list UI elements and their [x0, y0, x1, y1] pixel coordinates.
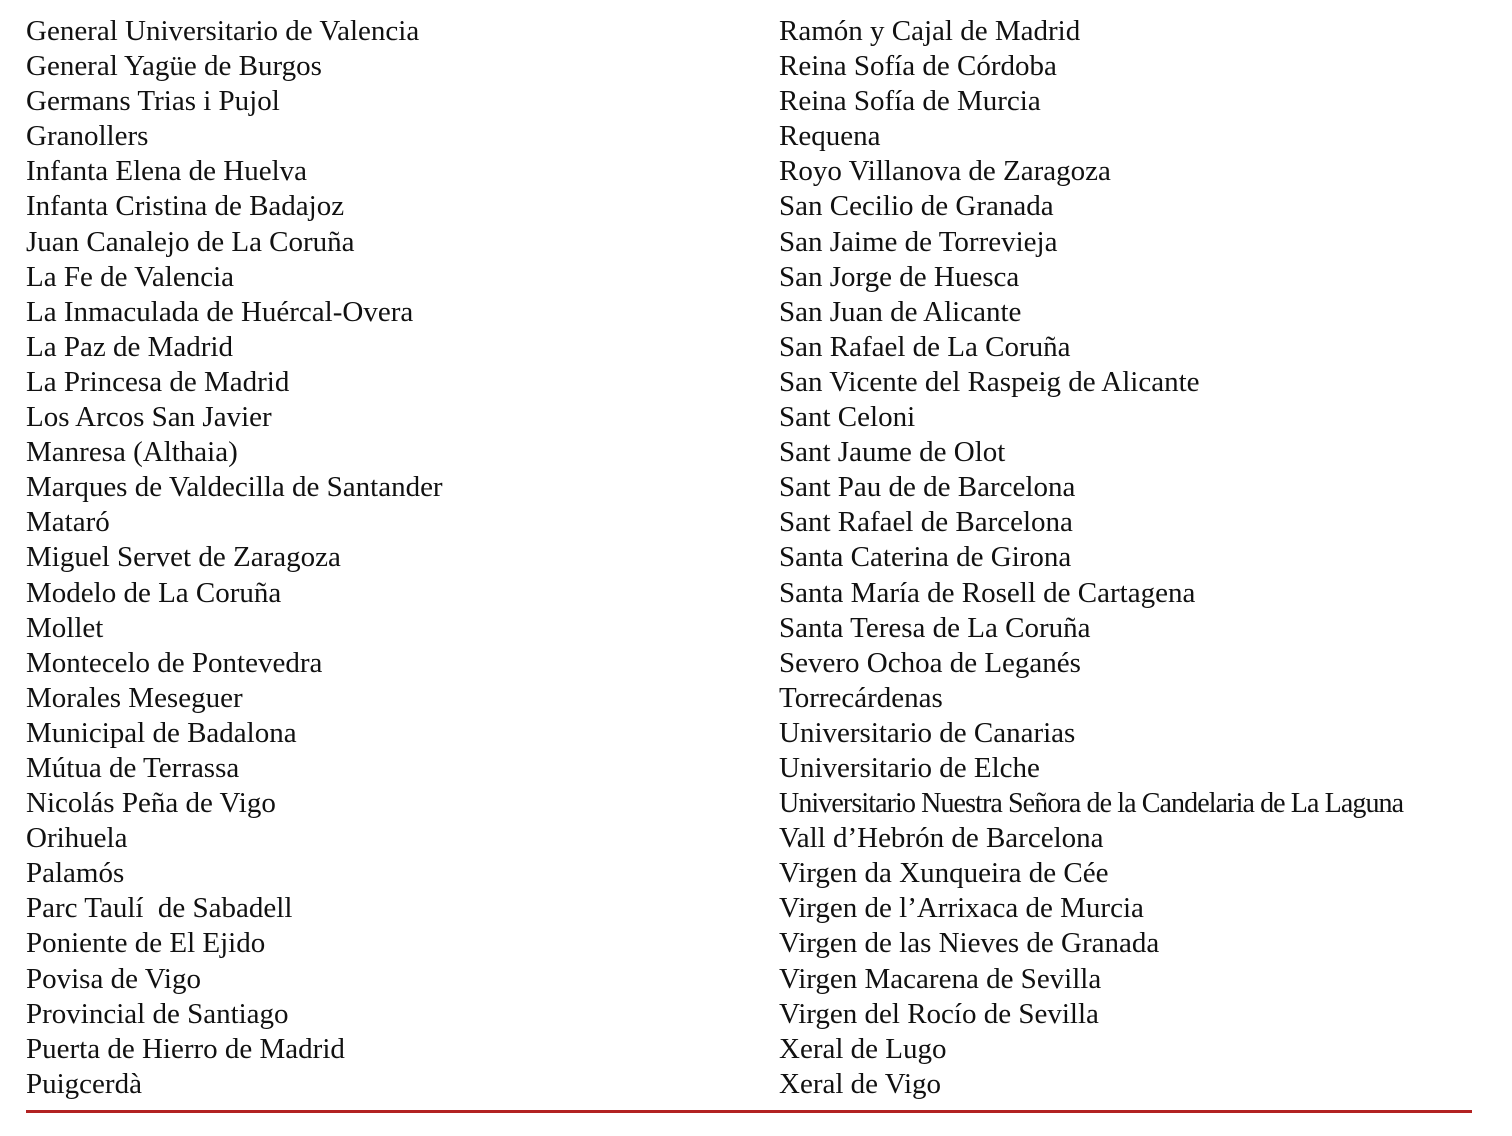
- list-item: Virgen da Xunqueira de Cée: [779, 857, 1109, 890]
- list-item: Marques de Valdecilla de Santander: [26, 471, 443, 504]
- list-item: General Universitario de Valencia: [26, 15, 420, 47]
- list-item: Sant Rafael de Barcelona: [779, 506, 1073, 539]
- list-item: Santa Caterina de Girona: [779, 541, 1072, 574]
- hospital-list-left-column: [26, 14, 766, 1102]
- list-item: Miguel Servet de Zaragoza: [26, 541, 341, 574]
- list-item: Poniente de El Ejido: [26, 927, 266, 960]
- list-item: Granollers: [26, 120, 149, 153]
- list-item: Morales Meseguer: [26, 681, 243, 714]
- list-item: Sant Celoni: [779, 401, 916, 434]
- list-item: La Princesa de Madrid: [26, 365, 290, 398]
- list-item: Virgen Macarena de Sevilla: [779, 962, 1102, 995]
- list-item: Royo Villanova de Zaragoza: [779, 155, 1111, 188]
- list-item: Puerta de Hierro de Madrid: [26, 1032, 345, 1065]
- list-item: San Jorge de Huesca: [779, 260, 1020, 293]
- list-item: Sant Jaume de Olot: [779, 436, 1006, 469]
- list-item: Virgen de l’Arrixaca de Murcia: [779, 892, 1144, 925]
- list-item: Puigcerdà: [26, 1067, 142, 1100]
- list-item: La Paz de Madrid: [26, 330, 233, 363]
- list-item: Universitario de Canarias: [779, 716, 1076, 749]
- list-item: Reina Sofía de Córdoba: [779, 50, 1057, 83]
- list-item: La Fe de Valencia: [26, 260, 235, 293]
- list-item: Virgen del Rocío de Sevilla: [779, 997, 1099, 1030]
- list-item: Mollet: [26, 611, 104, 644]
- list-item: Germans Trias i Pujol: [26, 85, 280, 118]
- list-item: Universitario Nuestra Señora de la Candelaria de La Laguna: [779, 788, 1404, 820]
- list-item: San Juan de Alicante: [779, 295, 1022, 328]
- list-item: La Inmaculada de Huércal-Overa: [26, 295, 414, 328]
- list-item: Reina Sofía de Murcia: [779, 85, 1041, 118]
- list-item: Sant Pau de de Barcelona: [779, 471, 1076, 504]
- list-item: Montecelo de Pontevedra: [26, 646, 323, 679]
- list-item: Juan Canalejo de La Coruña: [26, 225, 355, 258]
- list-item: Infanta Cristina de Badajoz: [26, 190, 345, 223]
- list-item: Manresa (Althaia): [26, 436, 238, 469]
- list-item: Vall d’Hebrón de Barcelona: [779, 822, 1104, 855]
- list-item: San Rafael de La Coruña: [779, 330, 1071, 363]
- list-item: Torrecárdenas: [779, 681, 943, 714]
- list-item: Universitario de Elche: [779, 751, 1040, 784]
- list-item: General Yagüe de Burgos: [26, 50, 322, 83]
- list-item: Parc Taulí de Sabadell: [26, 892, 293, 925]
- list-item: Los Arcos San Javier: [26, 401, 272, 434]
- list-item: Infanta Elena de Huelva: [26, 155, 307, 188]
- list-item: Nicolás Peña de Vigo: [26, 787, 276, 820]
- list-item: Virgen de las Nieves de Granada: [779, 927, 1160, 960]
- list-item: Municipal de Badalona: [26, 716, 297, 749]
- list-item: Severo Ochoa de Leganés: [779, 646, 1081, 679]
- list-item: Requena: [779, 120, 881, 153]
- list-item: Mataró: [26, 506, 110, 539]
- list-item: Orihuela: [26, 822, 128, 855]
- bottom-rule-divider: [26, 1110, 1472, 1113]
- list-item: San Jaime de Torrevieja: [779, 225, 1058, 258]
- list-item: Povisa de Vigo: [26, 962, 201, 995]
- list-item: Mútua de Terrassa: [26, 751, 240, 784]
- list-item: Provincial de Santiago: [26, 997, 289, 1030]
- list-item: San Cecilio de Granada: [779, 190, 1054, 223]
- hospital-list-right-column: [779, 14, 1479, 1102]
- list-item: Modelo de La Coruña: [26, 576, 282, 609]
- list-item: Ramón y Cajal de Madrid: [779, 15, 1081, 47]
- list-item: Xeral de Lugo: [779, 1032, 947, 1065]
- list-item: Palamós: [26, 857, 125, 890]
- list-item: Santa María de Rosell de Cartagena: [779, 576, 1196, 609]
- list-item: Xeral de Vigo: [779, 1067, 942, 1100]
- list-item: San Vicente del Raspeig de Alicante: [779, 365, 1200, 398]
- list-item: Santa Teresa de La Coruña: [779, 611, 1091, 644]
